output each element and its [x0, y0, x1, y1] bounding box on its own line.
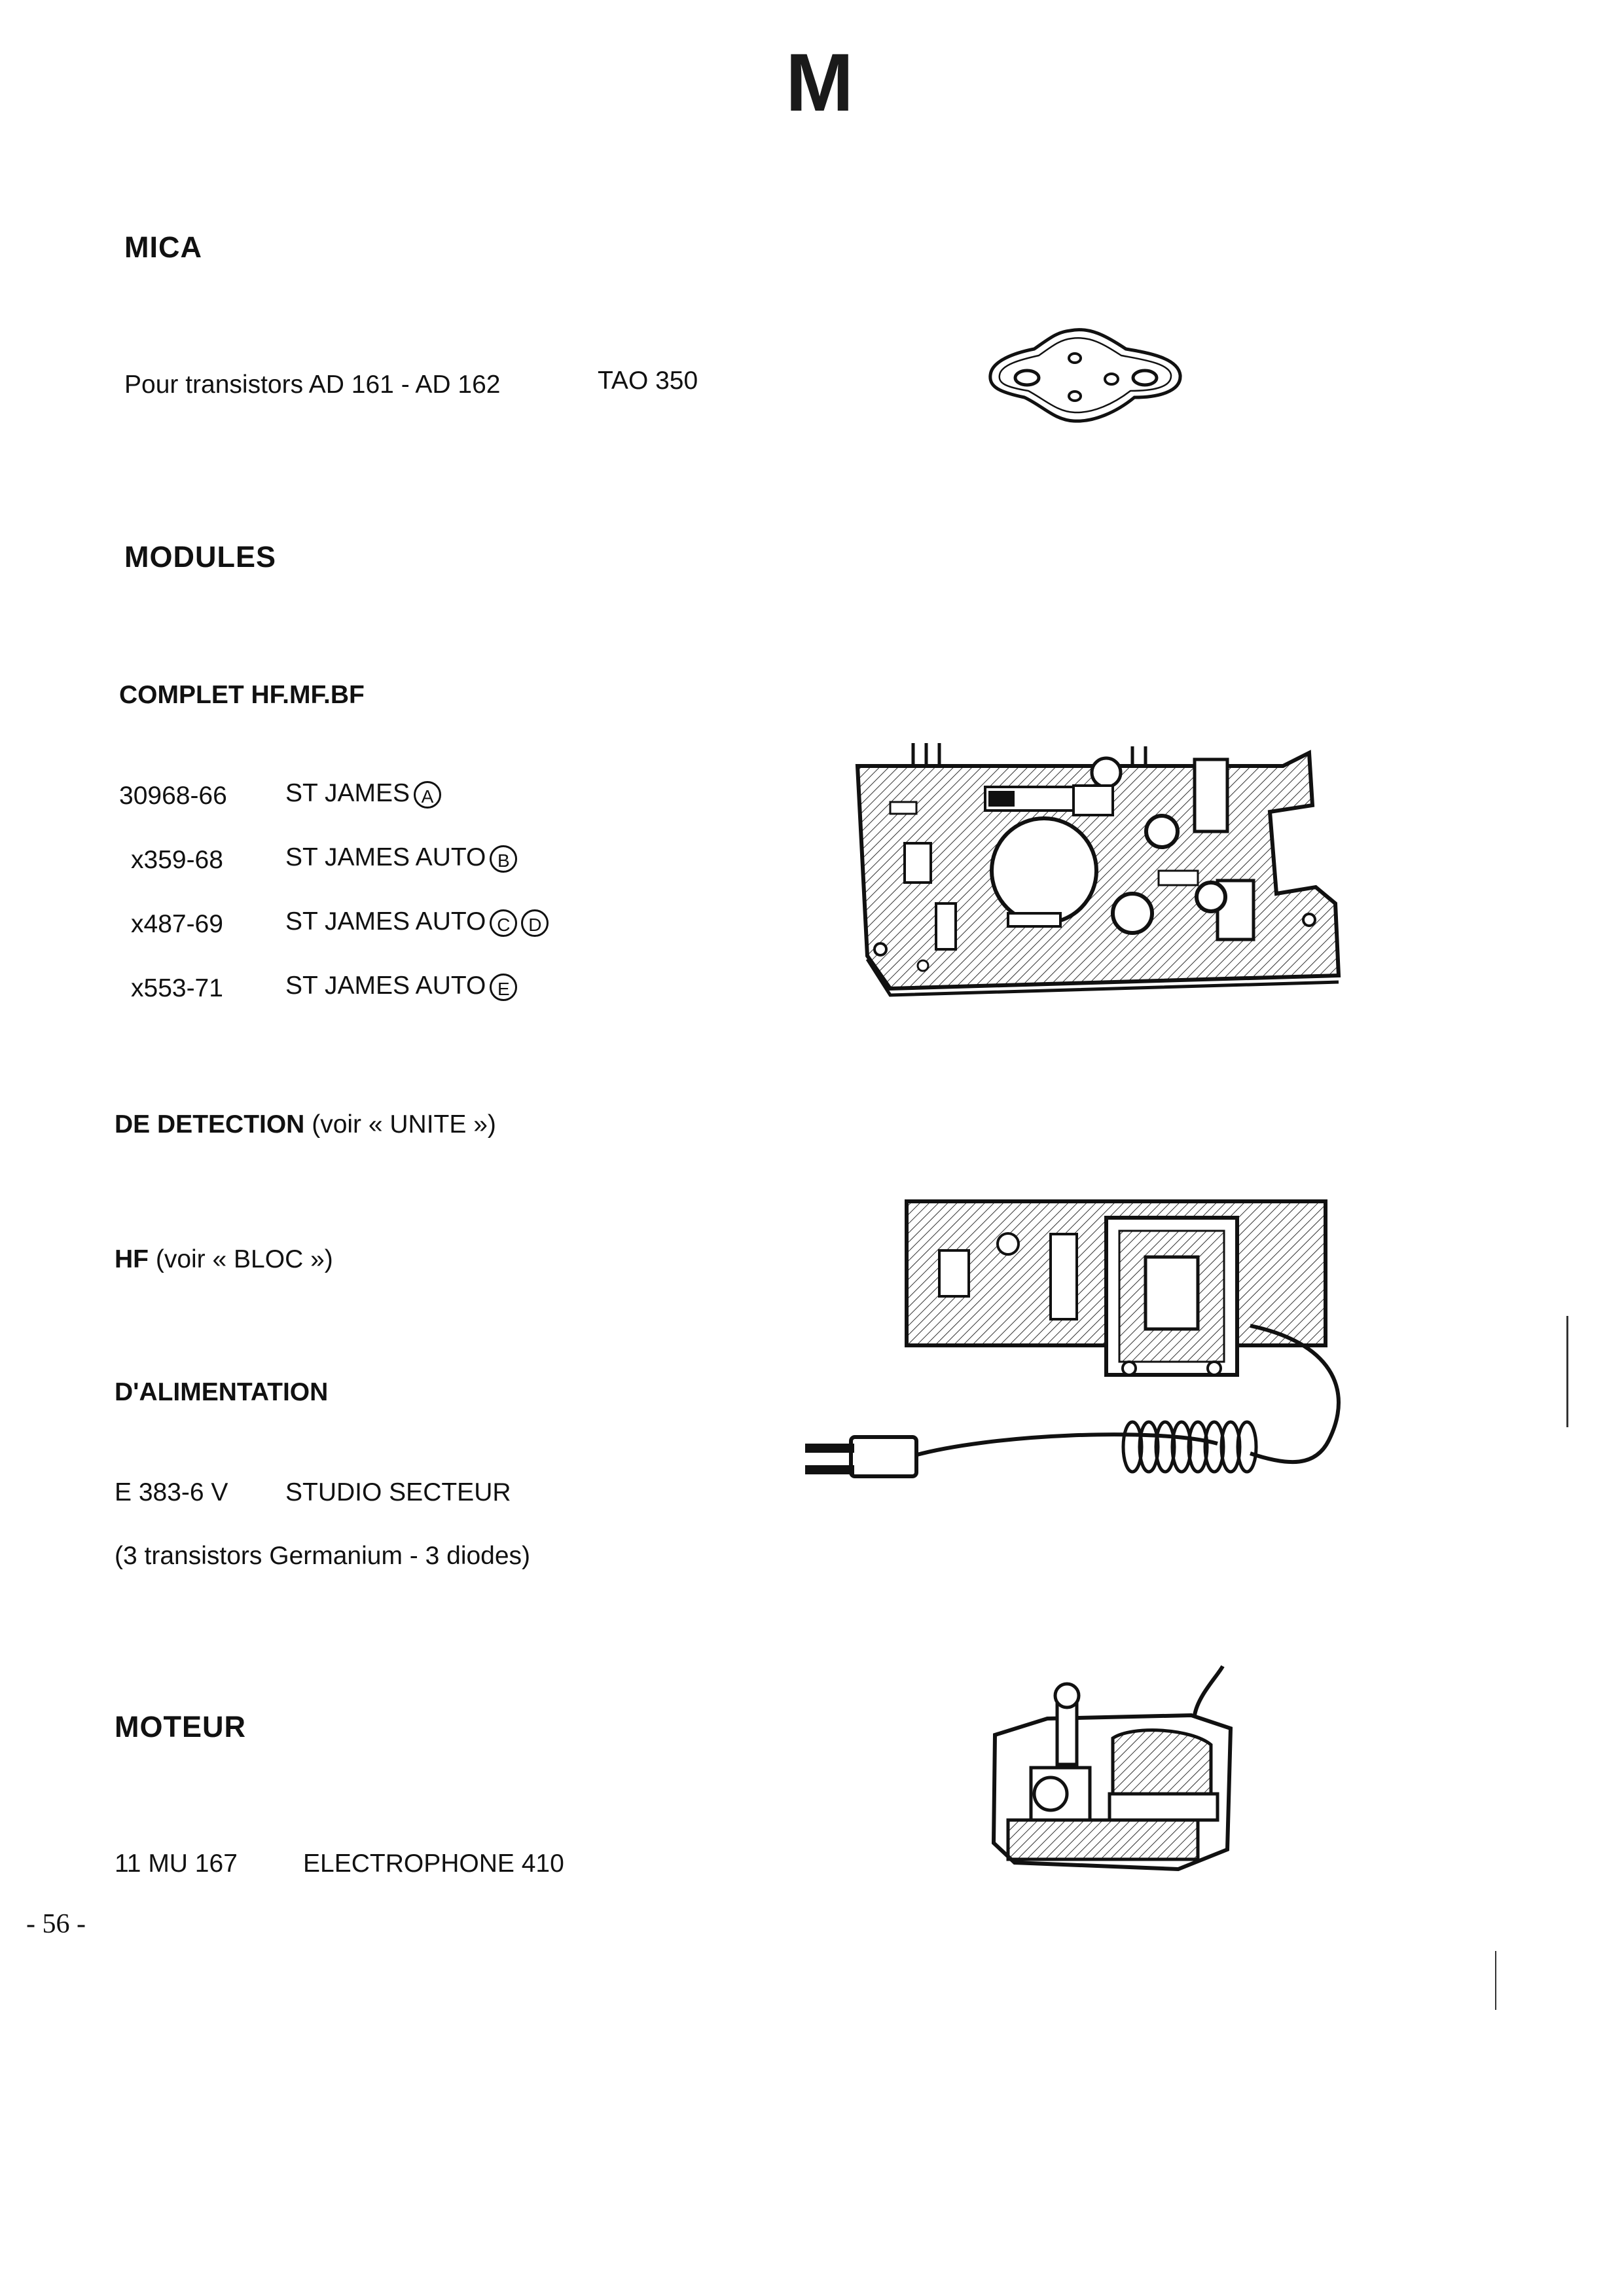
module-name: ST JAMES A: [285, 779, 441, 809]
variant-mark: B: [490, 845, 517, 873]
mica-ref: TAO 350: [598, 367, 698, 395]
variant-mark: A: [414, 781, 441, 809]
mica-description: Pour transistors AD 161 - AD 162: [124, 371, 501, 399]
subsection-title-complet: COMPLET HF.MF.BF: [119, 681, 365, 709]
variant-mark: C: [490, 909, 517, 937]
section-title-moteur: MOTEUR: [115, 1710, 246, 1743]
page-number: - 56 -: [26, 1909, 86, 1939]
module-name: ST JAMES AUTO C D: [285, 907, 549, 937]
module-name: ST JAMES AUTO E: [285, 972, 517, 1001]
module-ref: x359-68: [131, 846, 223, 874]
module-ref: 30968-66: [119, 782, 227, 810]
page-letter: M: [785, 37, 852, 128]
section-title-mica: MICA: [124, 230, 202, 264]
subsection-title-detection: DE DETECTION (voir « UNITE »): [115, 1110, 496, 1139]
scan-edge-mark: [1566, 1316, 1568, 1427]
moteur-name: ELECTROPHONE 410: [303, 1850, 564, 1878]
motor-illustration: [982, 1663, 1244, 1879]
module-ref: x487-69: [131, 910, 223, 938]
power-supply-illustration: [792, 1192, 1362, 1506]
alimentation-name: STUDIO SECTEUR: [285, 1478, 511, 1506]
subsection-title-alimentation: D'ALIMENTATION: [115, 1378, 329, 1406]
section-title-modules: MODULES: [124, 540, 276, 574]
mica-insulator-illustration: [985, 324, 1188, 429]
scan-edge-mark: [1495, 1951, 1496, 2010]
subsection-title-hf: HF (voir « BLOC »): [115, 1245, 333, 1273]
variant-mark: D: [521, 909, 549, 937]
alimentation-detail: (3 transistors Germanium - 3 diodes): [115, 1542, 531, 1570]
moteur-ref: 11 MU 167: [115, 1850, 238, 1878]
module-name: ST JAMES AUTO B: [285, 843, 517, 873]
variant-mark: E: [490, 974, 517, 1001]
module-ref: x553-71: [131, 974, 223, 1002]
circuit-board-illustration: [851, 740, 1348, 1002]
alimentation-ref: E 383-6 V: [115, 1478, 228, 1506]
